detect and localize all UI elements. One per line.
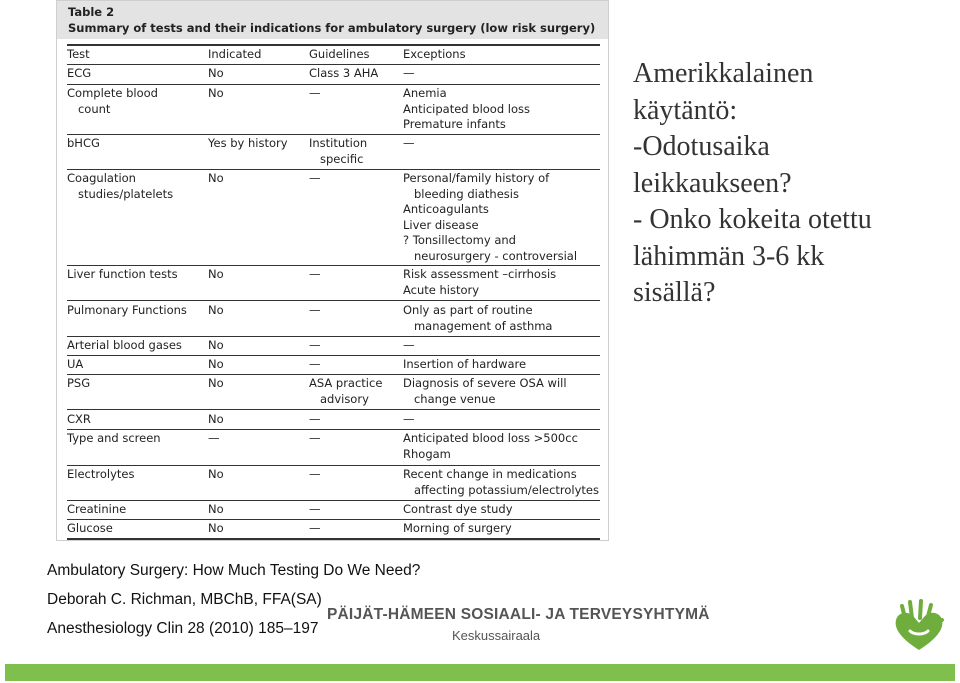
cell-indicated: No xyxy=(208,467,224,481)
cell-exceptions: Only as part of routine management of asthma xyxy=(403,303,553,333)
cell-exceptions: Insertion of hardware xyxy=(403,357,527,371)
cell-indicated: No xyxy=(208,303,224,317)
table-caption: Summary of tests and their indications for ambulatory surgery (low risk surgery) xyxy=(68,21,596,35)
cell-test: Arterial blood gases xyxy=(67,338,182,352)
cell-guidelines: — xyxy=(309,467,321,481)
organization-unit: Keskussairaala xyxy=(452,628,541,643)
cell-indicated: No xyxy=(208,338,224,352)
header-exceptions: Exceptions xyxy=(403,47,466,61)
cell-guidelines: ASA practice advisory xyxy=(309,376,383,406)
note-line: -Odotusaika xyxy=(633,131,770,162)
row-rule xyxy=(67,134,600,135)
cell-test: Glucose xyxy=(67,521,113,535)
cell-test: Type and screen xyxy=(67,431,161,445)
note-line: sisällä? xyxy=(633,277,716,308)
slide-notes xyxy=(633,56,953,312)
cell-guidelines: — xyxy=(309,303,321,317)
cell-guidelines: — xyxy=(309,171,321,185)
row-rule xyxy=(67,429,600,430)
cell-guidelines: — xyxy=(309,357,321,371)
cell-exceptions: — xyxy=(403,412,415,426)
row-rule xyxy=(67,465,600,466)
cell-exceptions: Diagnosis of severe OSA will change venue xyxy=(403,376,567,406)
cell-indicated: No xyxy=(208,171,224,185)
cell-test: Liver function tests xyxy=(67,267,178,281)
row-rule xyxy=(67,336,600,337)
header-guidelines: Guidelines xyxy=(309,47,370,61)
cell-test: Pulmonary Functions xyxy=(67,303,187,317)
cell-exceptions: — xyxy=(403,136,415,150)
footer-green-band xyxy=(5,664,955,681)
cell-indicated: Yes by history xyxy=(208,136,288,150)
cell-indicated: No xyxy=(208,267,224,281)
cell-exceptions: Anemia Anticipated blood loss Premature infants xyxy=(403,86,530,131)
cell-exceptions: Morning of surgery xyxy=(403,521,512,535)
table-title-bar xyxy=(57,1,608,39)
cell-exceptions: — xyxy=(403,338,415,352)
citation-title: Ambulatory Surgery: How Much Testing Do We Need? xyxy=(47,562,421,579)
cell-exceptions: Personal/family history of bleeding diathesis Anticoagulants Liver disease ? Tonsillectomy and neurosurgery - controversial xyxy=(403,171,578,263)
cell-exceptions: — xyxy=(403,66,415,80)
cell-indicated: No xyxy=(208,502,224,516)
cell-guidelines: — xyxy=(309,431,321,445)
row-rule xyxy=(67,265,600,266)
cell-exceptions: Contrast dye study xyxy=(403,502,513,516)
cell-indicated: No xyxy=(208,521,224,535)
note-line: - Onko kokeita otettu xyxy=(633,204,872,235)
table-bottom-rule xyxy=(67,538,600,540)
cell-test: Electrolytes xyxy=(67,467,135,481)
citation-author: Deborah C. Richman, MBChB, FFA(SA) xyxy=(47,591,322,608)
cell-test: Complete blood count xyxy=(67,86,158,116)
note-line: leikkaukseen? xyxy=(633,167,792,199)
table-label: Table 2 xyxy=(68,5,115,19)
cell-guidelines: — xyxy=(309,86,321,100)
row-rule xyxy=(67,500,600,501)
summary-table xyxy=(56,0,609,541)
row-rule xyxy=(67,355,600,356)
note-line: Amerikkalainen xyxy=(633,58,814,89)
cell-test: bHCG xyxy=(67,136,100,150)
cell-test: UA xyxy=(67,357,84,371)
header-indicated: Indicated xyxy=(208,47,262,61)
organization-name: PÄIJÄT-HÄMEEN SOSIAALI- JA TERVEYSYHTYMÄ xyxy=(327,606,710,623)
cell-indicated: No xyxy=(208,376,224,390)
row-rule xyxy=(67,84,600,85)
citation-journal: Anesthesiology Clin 28 (2010) 185–197 xyxy=(47,620,319,637)
header-test: Test xyxy=(67,47,90,61)
cell-guidelines: — xyxy=(309,338,321,352)
cell-test: CXR xyxy=(67,412,91,426)
citation xyxy=(47,556,420,643)
green-handprint-heart-logo-icon xyxy=(890,598,948,656)
cell-guidelines: Class 3 AHA xyxy=(309,66,379,80)
note-line: käytäntö: xyxy=(633,94,738,126)
header-rule xyxy=(67,64,600,65)
cell-exceptions: Recent change in medications affecting potassium/electrolytes xyxy=(403,467,599,497)
cell-indicated: No xyxy=(208,66,224,80)
cell-test: Coagulation studies/platelets xyxy=(67,171,174,201)
cell-guidelines: — xyxy=(309,502,321,516)
cell-indicated: No xyxy=(208,357,224,371)
cell-guidelines: — xyxy=(309,412,321,426)
cell-indicated: No xyxy=(208,412,224,426)
row-rule xyxy=(67,300,600,301)
cell-guidelines: — xyxy=(309,521,321,535)
row-rule xyxy=(67,169,600,170)
cell-exceptions: Anticipated blood loss >500cc Rhogam xyxy=(403,431,578,461)
cell-test: PSG xyxy=(67,376,91,390)
row-rule xyxy=(67,409,600,410)
cell-test: Creatinine xyxy=(67,502,127,516)
table-top-rule xyxy=(67,44,600,46)
cell-test: ECG xyxy=(67,66,92,80)
row-rule xyxy=(67,374,600,375)
cell-exceptions: Risk assessment –cirrhosis Acute history xyxy=(403,267,557,297)
cell-guidelines: — xyxy=(309,267,321,281)
cell-indicated: No xyxy=(208,86,224,100)
cell-indicated: — xyxy=(208,431,220,445)
row-rule xyxy=(67,519,600,520)
note-line: lähimmän 3-6 kk xyxy=(633,240,825,272)
cell-guidelines: Institution specific xyxy=(309,136,368,166)
